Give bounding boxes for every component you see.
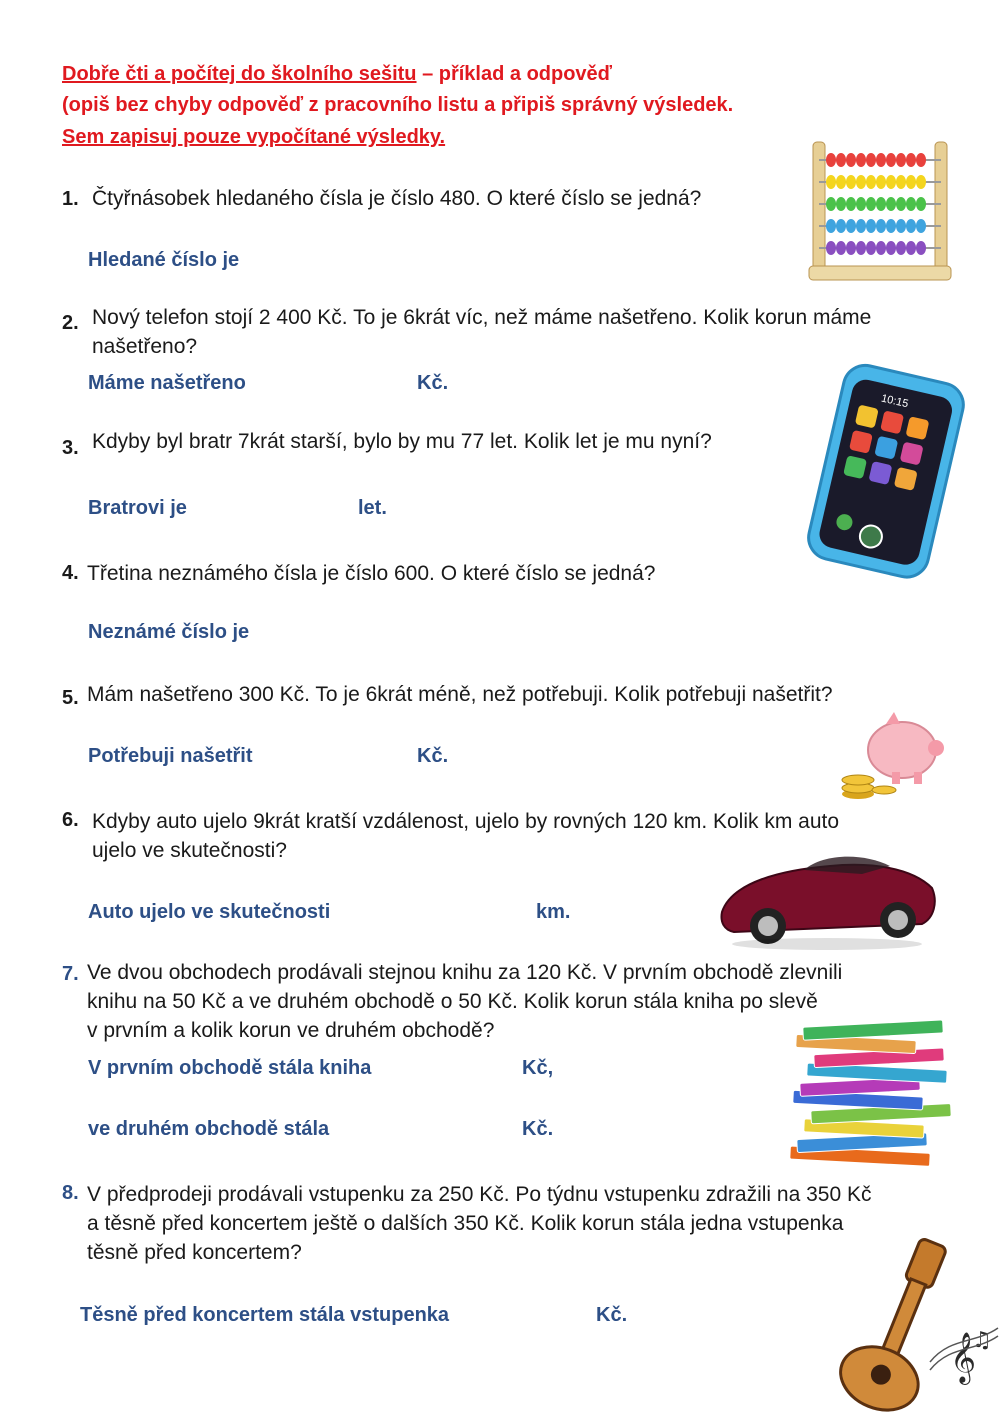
task-4-number: 4. (62, 562, 79, 584)
abacus-bead (896, 219, 906, 233)
abacus-bead (856, 241, 866, 255)
task-7-answer-2-prefix: ve druhém obchodě stála (88, 1118, 330, 1140)
abacus-bead (916, 197, 926, 211)
abacus-bead (896, 175, 906, 189)
abacus-bead (866, 175, 876, 189)
abacus-bead (896, 241, 906, 255)
task-6-answer-prefix: Auto ujelo ve skutečnosti (88, 901, 331, 923)
abacus-bead (906, 241, 916, 255)
abacus-bead (836, 153, 846, 167)
task-8-line-2: a těsně před koncertem ještě o dalších 350 Kč. Kolik korun stála jedna vstupenka (87, 1212, 844, 1235)
task-3-answer-unit: let. (358, 497, 387, 519)
book-stack-illustration (770, 1010, 960, 1170)
task-4-answer-prefix: Neznámé číslo je (88, 621, 250, 643)
header-line-3: Sem zapisuj pouze vypočítané výsledky. (62, 126, 446, 148)
task-7-line-2: knihu na 50 Kč a ve druhém obchodě o 50 Kč. Kolik korun stála kniha po slevě (87, 990, 818, 1013)
task-8-text (87, 1180, 871, 1267)
task-5-number: 5. (62, 687, 79, 709)
task-7-answer-1-unit: Kč, (522, 1057, 554, 1079)
task-7-answer-2-unit: Kč. (522, 1118, 554, 1140)
guitar-illustration (800, 1232, 1000, 1412)
task-4-text (87, 559, 655, 588)
sports-car-illustration (712, 840, 942, 952)
task-3-number: 3. (62, 437, 79, 459)
task-1-text (92, 184, 701, 213)
abacus-bead (856, 197, 866, 211)
abacus-bead (896, 153, 906, 167)
abacus-bead (886, 153, 896, 167)
header-line-2: (opiš bez chyby odpověď z pracovního listu a připiš správný výsledek. (62, 94, 734, 116)
abacus-bead (826, 219, 836, 233)
abacus-bead (866, 241, 876, 255)
abacus-bead (836, 197, 846, 211)
abacus-bead (916, 175, 926, 189)
abacus-bead (906, 153, 916, 167)
task-4-line-1: Třetina neznámého čísla je číslo 600. O které číslo se jedná? (87, 562, 656, 585)
task-6-line-2: ujelo ve skutečnosti? (92, 839, 287, 862)
abacus-bead (886, 197, 896, 211)
task-3-answer-prefix: Bratrovi je (88, 497, 187, 519)
task-1-number: 1. (62, 188, 79, 210)
task-7-answer-1-prefix: V prvním obchodě stála kniha (88, 1057, 372, 1079)
task-2-answer-prefix: Máme našetřeno (88, 372, 246, 394)
abacus-bead (866, 197, 876, 211)
task-1-answer-prefix: Hledané číslo je (88, 249, 240, 271)
abacus-bead (876, 153, 886, 167)
abacus-bead (856, 153, 866, 167)
piggy-bank-illustration (836, 710, 946, 802)
svg-text:𝄞: 𝄞 (950, 1332, 977, 1383)
task-2-answer-unit: Kč. (417, 372, 449, 394)
task-8-number: 8. (62, 1182, 79, 1204)
abacus-bead (906, 175, 916, 189)
task-1-line-1: Čtyřnásobek hledaného čísla je číslo 480. O které číslo se jedná? (92, 187, 702, 210)
task-8-line-3: těsně před koncertem? (87, 1241, 302, 1264)
abacus-bead (826, 175, 836, 189)
abacus-bead (856, 175, 866, 189)
abacus-bead (846, 153, 856, 167)
task-6-answer-unit: km. (536, 901, 571, 923)
abacus-bead (876, 219, 886, 233)
task-3-line-1: Kdyby byl bratr 7krát starší, bylo by mu 77 let. Kolik let je mu nyní? (92, 430, 712, 453)
task-5-answer-prefix: Potřebuji našetřit (88, 745, 253, 767)
task-7-line-1: Ve dvou obchodech prodávali stejnou knihu za 120 Kč. V prvním obchodě zlevnili (87, 961, 843, 984)
abacus-bead (846, 241, 856, 255)
task-2-number: 2. (62, 312, 79, 334)
abacus-bead (846, 197, 856, 211)
abacus-bead (886, 219, 896, 233)
task-5-answer-unit: Kč. (417, 745, 449, 767)
abacus-bead (826, 197, 836, 211)
svg-text:♫: ♫ (972, 1328, 992, 1353)
task-8-answer-prefix: Těsně před koncertem stála vstupenka (80, 1304, 450, 1326)
abacus-illustration (805, 138, 955, 286)
abacus-bead (886, 241, 896, 255)
task-7-number: 7. (62, 963, 79, 985)
task-8-line-1: V předprodeji prodávali vstupenku za 250 Kč. Po týdnu vstupenku zdražili na 350 Kč (87, 1183, 872, 1206)
abacus-bead (886, 175, 896, 189)
task-6-number: 6. (62, 809, 79, 831)
header-line-1 (62, 58, 612, 90)
task-7-line-3: v prvním a kolik korun ve druhém obchodě? (87, 1019, 495, 1042)
abacus-bead (916, 219, 926, 233)
header-line-1-underlined: Dobře čti a počítej do školního sešitu (62, 63, 417, 85)
header-line-1-rest: – příklad a odpověď (416, 63, 613, 85)
task-2-line-1: Nový telefon stojí 2 400 Kč. To je 6krát víc, než máme našetřeno. Kolik korun máme (92, 306, 872, 329)
task-5-line-1: Mám našetřeno 300 Kč. To je 6krát méně, než potřebuji. Kolik potřebuji našetřit? (87, 683, 833, 706)
task-8-answer-unit: Kč. (596, 1304, 628, 1326)
toy-phone-illustration (795, 360, 975, 582)
phone-clock-text: 10:15 (879, 392, 910, 411)
task-2-line-2: našetřeno? (92, 335, 198, 358)
abacus-bead (836, 175, 846, 189)
abacus-bead (916, 241, 926, 255)
abacus-bead (896, 197, 906, 211)
abacus-bead (906, 219, 916, 233)
abacus-bead (826, 241, 836, 255)
abacus-bead (856, 219, 866, 233)
abacus-bead (836, 241, 846, 255)
abacus-bead (866, 153, 876, 167)
task-6-line-1: Kdyby auto ujelo 9krát kratší vzdálenost, ujelo by rovných 120 km. Kolik km auto (92, 810, 840, 833)
abacus-bead (876, 197, 886, 211)
abacus-bead (846, 175, 856, 189)
abacus-bead (876, 175, 886, 189)
task-7-text (87, 958, 842, 1045)
task-2-text (92, 303, 871, 361)
task-5-text (87, 680, 833, 709)
abacus-bead (846, 219, 856, 233)
abacus-bead (916, 153, 926, 167)
abacus-bead (866, 219, 876, 233)
book (803, 1020, 943, 1040)
abacus-bead (876, 241, 886, 255)
abacus-bead (826, 153, 836, 167)
abacus-bead (906, 197, 916, 211)
task-3-text (92, 427, 712, 456)
abacus-bead (836, 219, 846, 233)
